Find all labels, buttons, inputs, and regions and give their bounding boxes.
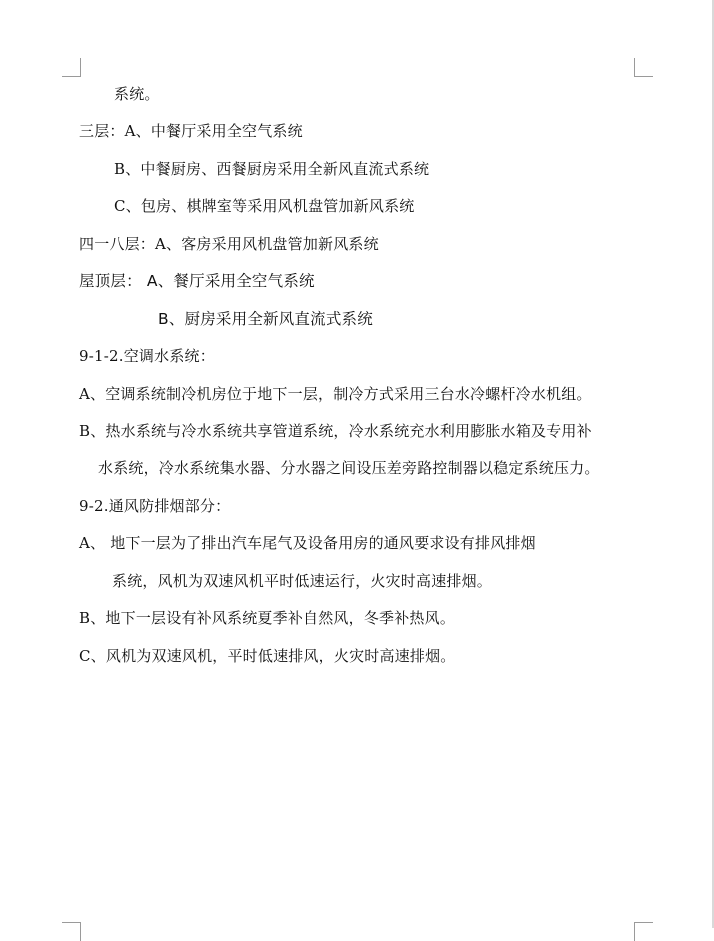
section-heading: 9-1-2.空调水系统：	[79, 347, 215, 365]
text-line: 水系统，冷水系统集水器、分水器之间设压差旁路控制器以稳定系统压力。	[98, 459, 600, 477]
text-line: C、风机为双速风机，平时低速排风，火灾时高速排烟。	[79, 647, 456, 665]
text-line: B、地下一层设有补风系统夏季补自然风，冬季补热风。	[79, 609, 456, 627]
text-line: B、中餐厨房、西餐厨房采用全新风直流式系统	[114, 160, 430, 178]
text-line: 四一八层：A、客房采用风机盘管加新风系统	[79, 235, 379, 253]
margin-corner-bottom-right	[634, 922, 653, 941]
text-line: 系统。	[114, 85, 160, 103]
section-heading: 9-2.通风防排烟部分：	[79, 497, 231, 515]
margin-corner-bottom-left	[62, 922, 81, 941]
text-line: A、空调系统制冷机房位于地下一层，制冷方式采用三台水冷螺杆冷水机组。	[79, 385, 592, 403]
text-line: B、热水系统与冷水系统共享管道系统，冷水系统充水利用膨胀水箱及专用补	[79, 422, 592, 440]
text-line: 系统，风机为双速风机平时低速运行，火灾时高速排烟。	[112, 572, 493, 590]
text-line: C、包房、棋牌室等采用风机盘管加新风系统	[114, 197, 415, 215]
text-line: B、厨房采用全新风直流式系统	[158, 310, 373, 328]
margin-corner-top-left	[62, 58, 81, 77]
text-line: A、 地下一层为了排出汽车尾气及设备用房的通风要求设有排风排烟	[79, 534, 536, 552]
text-line: 屋顶层： A、餐厅采用全空气系统	[79, 272, 315, 290]
margin-corner-top-right	[634, 58, 653, 77]
text-line: 三层：A、中餐厅采用全空气系统	[79, 122, 303, 140]
